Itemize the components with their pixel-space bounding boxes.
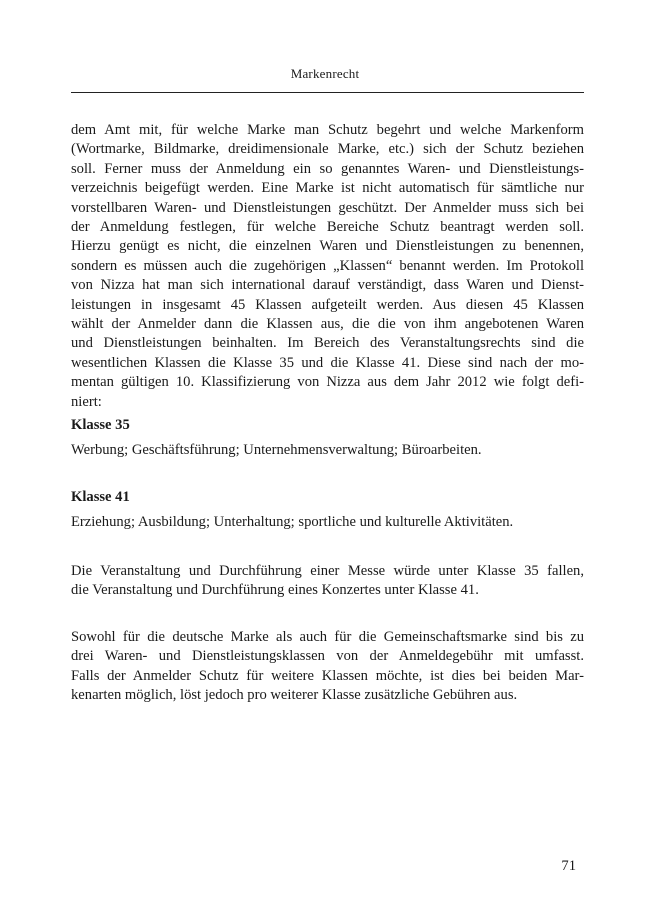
section-klasse-35 [71,416,584,461]
text-line: sondern es müssen auch die zugehörigen „Klassen“ benannt werden. Im Protokoll [71,257,584,274]
text-line: kenarten möglich, löst jedoch pro weiterer Klasse zusätzliche Gebühren aus. [71,687,518,704]
section-klasse-41 [71,488,584,533]
text-line: die Veranstaltung und Durchführung eines Konzertes unter Klasse 41. [71,582,479,599]
paragraph-intro [71,121,584,412]
text-line: von Nizza hat man sich international darauf verständigt, dass Waren und Dienst- [71,277,584,294]
text-line: leistungen in insgesamt 45 Klassen aufgeteilt werden. Aus diesen 45 Klassen [71,296,584,313]
running-header: Markenrecht [290,66,360,81]
page-number: 71 [561,858,576,874]
text-line: wesentlichen Klassen die Klasse 35 und die Klasse 41. Diese sind nach der mo- [71,354,584,371]
section-text: Werbung; Geschäftsführung; Unternehmensverwaltung; Büroarbeiten. [71,442,482,459]
header-rule [71,92,584,93]
text-line: und Dienstleistungen beinhalten. Im Bereich des Veranstaltungsrechts sind die [71,335,584,352]
text-line: verzeichnis beigefügt werden. Eine Marke ist nicht automatisch für sämtliche nur [71,180,584,197]
text-line: vorstellbaren Waren- und Dienstleistungen geschützt. Der Anmelder muss sich bei [71,199,584,216]
text-line: Hierzu genügt es nicht, die einzelnen Waren und Dienstleistungen zu benennen, [71,238,584,255]
text-line: mentan gültigen 10. Klassifizierung von Nizza aus dem Jahr 2012 wie folgt defi- [71,374,584,391]
section-text: Erziehung; Ausbildung; Unterhaltung; sportliche und kulturelle Aktivitäten. [71,514,514,531]
paragraph-examples [71,562,584,601]
text-line: dem Amt mit, für welche Marke man Schutz begehrt und welche Markenform [71,122,584,138]
text-line: (Wortmarke, Bildmarke, dreidimensionale Marke, etc.) sich der Schutz beziehen [71,141,584,158]
text-line: der Anmeldung festlegen, für welche Bereiche Schutz beantragt werden soll. [71,219,584,236]
text-line: Falls der Anmelder Schutz für weitere Klassen möchte, ist dies bei beiden Mar- [71,667,584,684]
section-heading: Klasse 35 [71,417,130,433]
text-line: drei Waren- und Dienstleistungsklassen von der Anmeldegebühr mit umfasst. [71,648,584,665]
text-line: Sowohl für die deutsche Marke als auch für die Gemeinschaftsmarke sind bis zu [71,629,584,645]
text-line: Die Veranstaltung und Durchführung einer Messe würde unter Klasse 35 fallen, [71,563,584,579]
text-line: soll. Ferner muss der Anmeldung ein so genanntes Waren- und Dienstleistungs- [71,160,584,177]
paragraph-fees [71,628,584,706]
text-line: niert: [71,393,102,410]
text-line: wählt der Anmelder dann die Klassen aus, die die von ihm angebotenen Waren [71,316,584,333]
section-heading: Klasse 41 [71,489,130,505]
